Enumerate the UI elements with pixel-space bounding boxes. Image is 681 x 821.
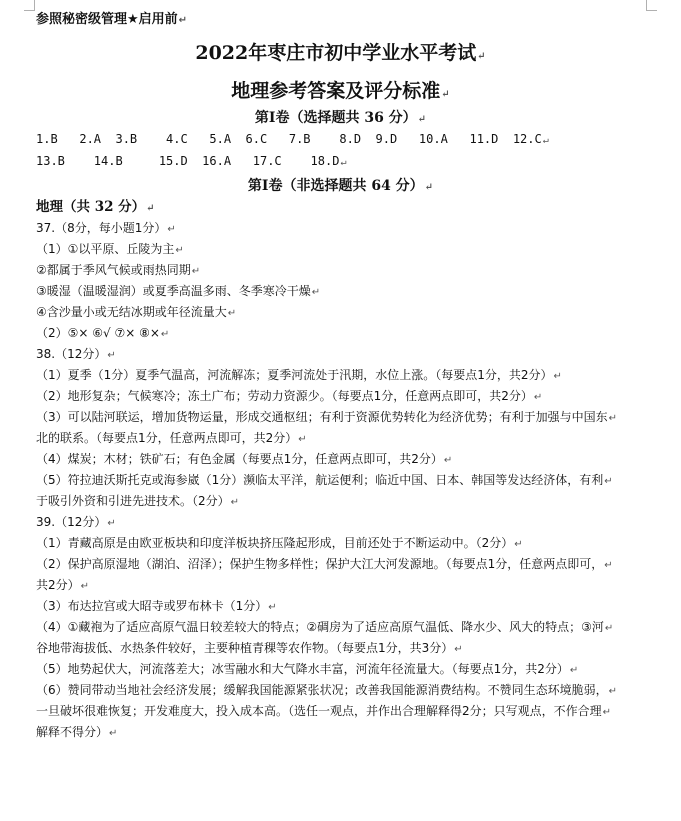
text-line: 谷地带海拔低、水热条件较好，主要种植青稞等农作物。（每要点1分，共3分）↵ bbox=[36, 641, 463, 655]
paragraph-mark-icon: ↵ bbox=[608, 686, 618, 697]
paragraph-mark-icon: ↵ bbox=[569, 665, 579, 676]
paragraph-mark-icon: ↵ bbox=[311, 287, 321, 298]
text-line: 北的联系。（每要点1分，任意两点即可，共2分）↵ bbox=[36, 431, 307, 445]
margin-corner-left bbox=[24, 0, 35, 11]
answer-row-1: 1.B 2.A 3.B 4.C 5.A 6.C 7.B 8.D 9.D 10.A 11.D 12.C↵ bbox=[36, 132, 549, 146]
paragraph-mark-icon: ↵ bbox=[80, 581, 90, 592]
paragraph-mark-icon: ↵ bbox=[167, 224, 176, 235]
text-line: 39.（12分）↵ bbox=[36, 515, 116, 529]
text-line: （3）布达拉宫或大昭寺或罗布林卡（1分）↵ bbox=[36, 599, 277, 613]
paragraph-mark-icon: ↵ bbox=[268, 602, 277, 613]
text-line: （1）夏季（1分）夏季气温高，河流解冻；夏季河流处于汛期，水位上涨。（每要点1分，共2分）↵ bbox=[36, 368, 562, 382]
text-line: 解释不得分）↵ bbox=[36, 725, 118, 739]
section-heading-nonchoice: 第Ⅰ卷（非选择题共 64 分）↵ bbox=[247, 178, 434, 194]
paragraph-mark-icon: ↵ bbox=[604, 623, 614, 634]
text-line: （2）地形复杂；气候寒冷；冻土广布；劳动力资源少。（每要点1分，任意两点即可，共2分）↵ bbox=[36, 389, 543, 403]
text-line: （6）赞同带动当地社会经济发展；缓解我国能源紧张状况；改善我国能源消费结构。不赞同生态环境脆弱，↵ bbox=[36, 683, 618, 697]
answer-row-2: 13.B 14.B 15.D 16.A 17.C 18.D↵ bbox=[36, 154, 347, 168]
paragraph-mark-icon: ↵ bbox=[514, 539, 523, 550]
text-line: 共2分）↵ bbox=[36, 578, 90, 592]
text-line: （4）煤炭；木材；铁矿石；有色金属（每要点1分，任意两点即可，共2分）↵ bbox=[36, 452, 453, 466]
paragraph-mark-icon: ↵ bbox=[227, 308, 237, 319]
text-line: ③暖湿（温暖湿润）或夏季高温多雨、冬季寒冷干燥↵ bbox=[36, 284, 321, 298]
paragraph-mark-icon: ↵ bbox=[604, 560, 613, 571]
paragraph-mark-icon: ↵ bbox=[533, 392, 543, 403]
paragraph-mark-icon: ↵ bbox=[178, 15, 188, 26]
paragraph-mark-icon: ↵ bbox=[230, 497, 240, 508]
text-line: 于吸引外资和引进先进技术。（2分）↵ bbox=[36, 494, 240, 508]
text-line: （5）地势起伏大，河流落差大；冰雪融水和大气降水丰富，河流年径流量大。（每要点1分，共2分）↵ bbox=[36, 662, 579, 676]
text-line: （2）保护高原湿地（湖泊、沼泽）；保护生物多样性；保护大江大河发源地。（每要点1分，任意两点即可，↵ bbox=[36, 557, 613, 571]
paragraph-mark-icon: ↵ bbox=[602, 707, 612, 718]
margin-corner-right bbox=[646, 0, 657, 11]
section-heading-choice: 第Ⅰ卷（选择题共 36 分）↵ bbox=[254, 110, 427, 126]
paragraph-mark-icon: ↵ bbox=[191, 266, 201, 277]
paragraph-mark-icon: ↵ bbox=[107, 518, 116, 529]
text-line: （2）⑤× ⑥√ ⑦× ⑧×↵ bbox=[36, 326, 170, 340]
paragraph-mark-icon: ↵ bbox=[175, 245, 184, 256]
paragraph-mark-icon: ↵ bbox=[604, 476, 613, 487]
paragraph-mark-icon: ↵ bbox=[542, 135, 549, 146]
paragraph-mark-icon: ↵ bbox=[298, 434, 307, 445]
text-line: 38.（12分）↵ bbox=[36, 347, 116, 361]
text-line: （1）青藏高原是由欧亚板块和印度洋板块挤压隆起形成，目前还处于不断运动中。（2分）↵ bbox=[36, 536, 523, 550]
subject-heading: 地理（共 32 分）↵ bbox=[36, 199, 155, 215]
text-line: 一旦破坏很难恢复；开发难度大，投入成本高。（选任一观点，并作出合理解释得2分；只写观点，不作合理↵ bbox=[36, 704, 612, 718]
paragraph-mark-icon: ↵ bbox=[160, 329, 170, 340]
paragraph-mark-icon: ↵ bbox=[424, 182, 434, 193]
text-line: ②都属于季风气候或雨热同期↵ bbox=[36, 263, 201, 277]
paragraph-mark-icon: ↵ bbox=[417, 114, 427, 125]
text-line: 37.（8分，每小题1分）↵ bbox=[36, 221, 176, 235]
text-line: （5）符拉迪沃斯托克或海参崴（1分）濒临太平洋，航运便利；临近中国、日本、韩国等发达经济体，有利↵ bbox=[36, 473, 613, 487]
paragraph-mark-icon: ↵ bbox=[107, 350, 116, 361]
paragraph-mark-icon: ↵ bbox=[608, 413, 618, 424]
text-line: （4）①藏袍为了适应高原气温日较差较大的特点；②碉房为了适应高原气温低、降水少、风大的特点；③河↵ bbox=[36, 620, 614, 634]
answer-body bbox=[36, 197, 638, 743]
text-line: ④含沙量小或无结冰期或年径流量大↵ bbox=[36, 305, 237, 319]
paragraph-mark-icon: ↵ bbox=[146, 203, 155, 214]
paragraph-mark-icon: ↵ bbox=[109, 728, 118, 739]
secret-label: 参照秘密级管理★启用前↵ bbox=[36, 12, 188, 27]
document-title: 2022年枣庄市初中学业水平考试↵ bbox=[195, 42, 486, 64]
paragraph-mark-icon: ↵ bbox=[340, 157, 347, 168]
paragraph-mark-icon: ↵ bbox=[443, 455, 453, 466]
paragraph-mark-icon: ↵ bbox=[553, 371, 562, 382]
paragraph-mark-icon: ↵ bbox=[441, 89, 450, 100]
paragraph-mark-icon: ↵ bbox=[454, 644, 463, 655]
document-subtitle: 地理参考答案及评分标准↵ bbox=[231, 80, 450, 102]
text-line: （1）①以平原、丘陵为主↵ bbox=[36, 242, 184, 256]
text-line: （3）可以陆河联运，增加货物运量，形成交通枢纽；有利于资源优势转化为经济优势；有利于加强与中国东↵ bbox=[36, 410, 618, 424]
paragraph-mark-icon: ↵ bbox=[477, 51, 486, 62]
